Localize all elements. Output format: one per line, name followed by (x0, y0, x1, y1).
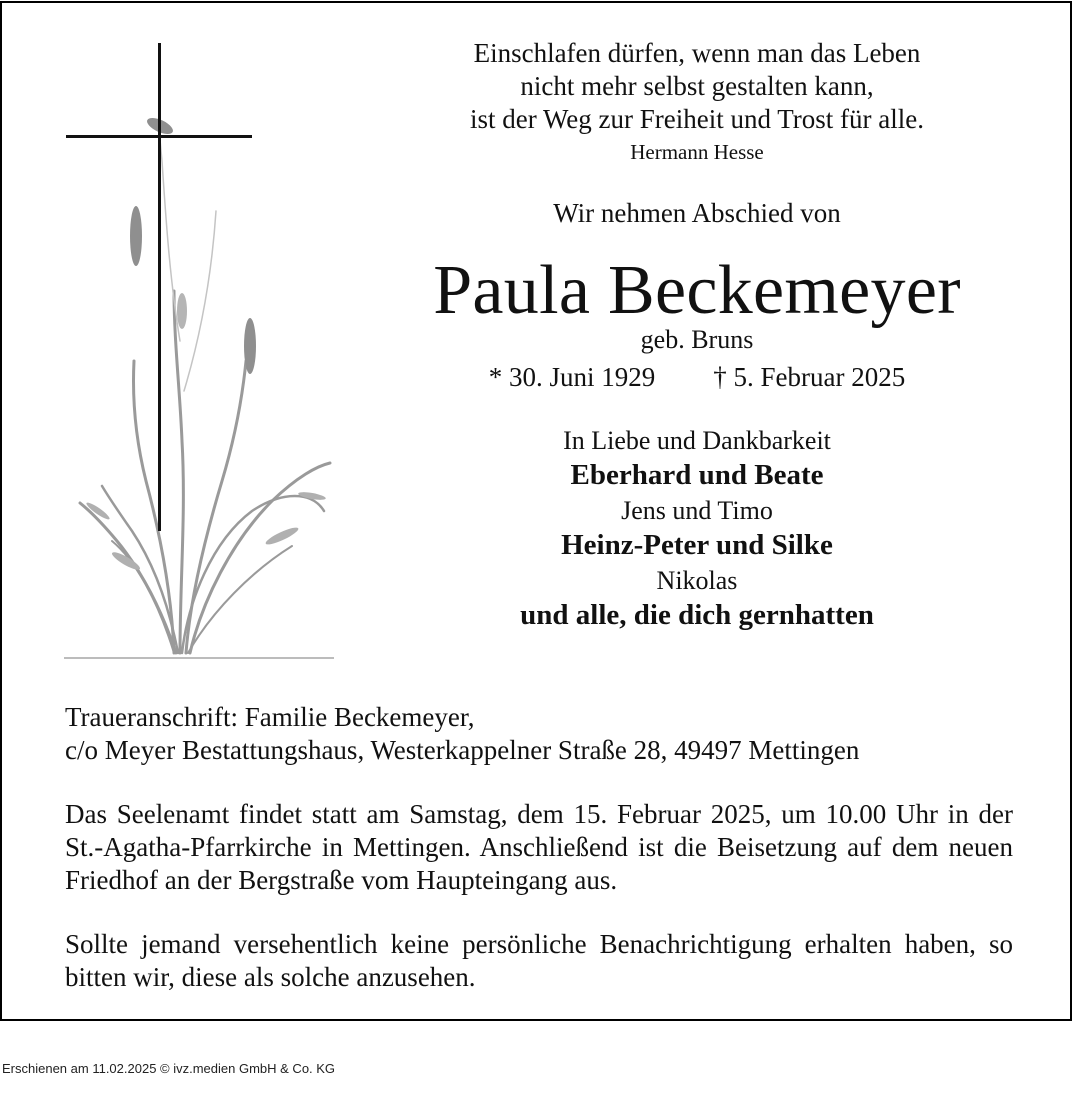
mourning-address (65, 701, 1013, 767)
death-date: † 5. Februar 2025 (713, 362, 906, 392)
service-paragraph: Das Seelenamt findet statt am Samstag, dem 15. Februar 2025, um 10.00 Uhr in der St.-Agatha-Pfarrkirche in Mettingen. Anschließend ist die Beisetzung auf dem neuen Friedhof an der Bergstraße vom Haupteingang aus. (65, 799, 1013, 895)
deceased-name: Paula Beckemeyer (433, 252, 961, 329)
birth-date: * 30. Juni 1929 (488, 362, 656, 392)
quote-line: nicht mehr selbst gestalten kann, (520, 71, 874, 101)
main-text-column (392, 37, 1002, 634)
mourners-intro: In Liebe und Dankbarkeit (563, 426, 831, 455)
obituary-notice (0, 1, 1072, 1021)
cross-with-reeds-icon (62, 41, 342, 663)
address-line-1: Traueranschrift: Familie Beckemeyer, (65, 702, 475, 732)
birth-name: geb. Bruns (640, 325, 754, 354)
mourner-family-1-children: Jens und Timo (621, 496, 773, 525)
mourner-family-2-children: Nikolas (656, 566, 738, 595)
mourners-closing: und alle, die dich gernhatten (520, 599, 874, 631)
mourner-family-1: Eberhard und Beate (570, 459, 824, 491)
farewell-intro: Wir nehmen Abschied von (553, 198, 841, 228)
quote (392, 37, 1002, 136)
notice-paragraph: Sollte jemand versehentlich keine persönliche Benachrichtigung erhalten haben, so bitten wir, diese als solche anzusehen. (65, 929, 1013, 992)
mourner-family-2: Heinz-Peter und Silke (561, 529, 833, 561)
quote-author: Hermann Hesse (630, 140, 764, 164)
address-line-2: c/o Meyer Bestattungshaus, Westerkappelner Straße 28, 49497 Mettingen (65, 735, 860, 765)
quote-line: Einschlafen dürfen, wenn man das Leben (473, 38, 921, 68)
publication-footer: Erschienen am 11.02.2025 © ivz.medien GmbH & Co. KG (2, 1061, 336, 1076)
details-section (65, 701, 1013, 994)
life-dates (392, 357, 1002, 397)
quote-line: ist der Weg zur Freiheit und Trost für alle. (469, 104, 925, 134)
